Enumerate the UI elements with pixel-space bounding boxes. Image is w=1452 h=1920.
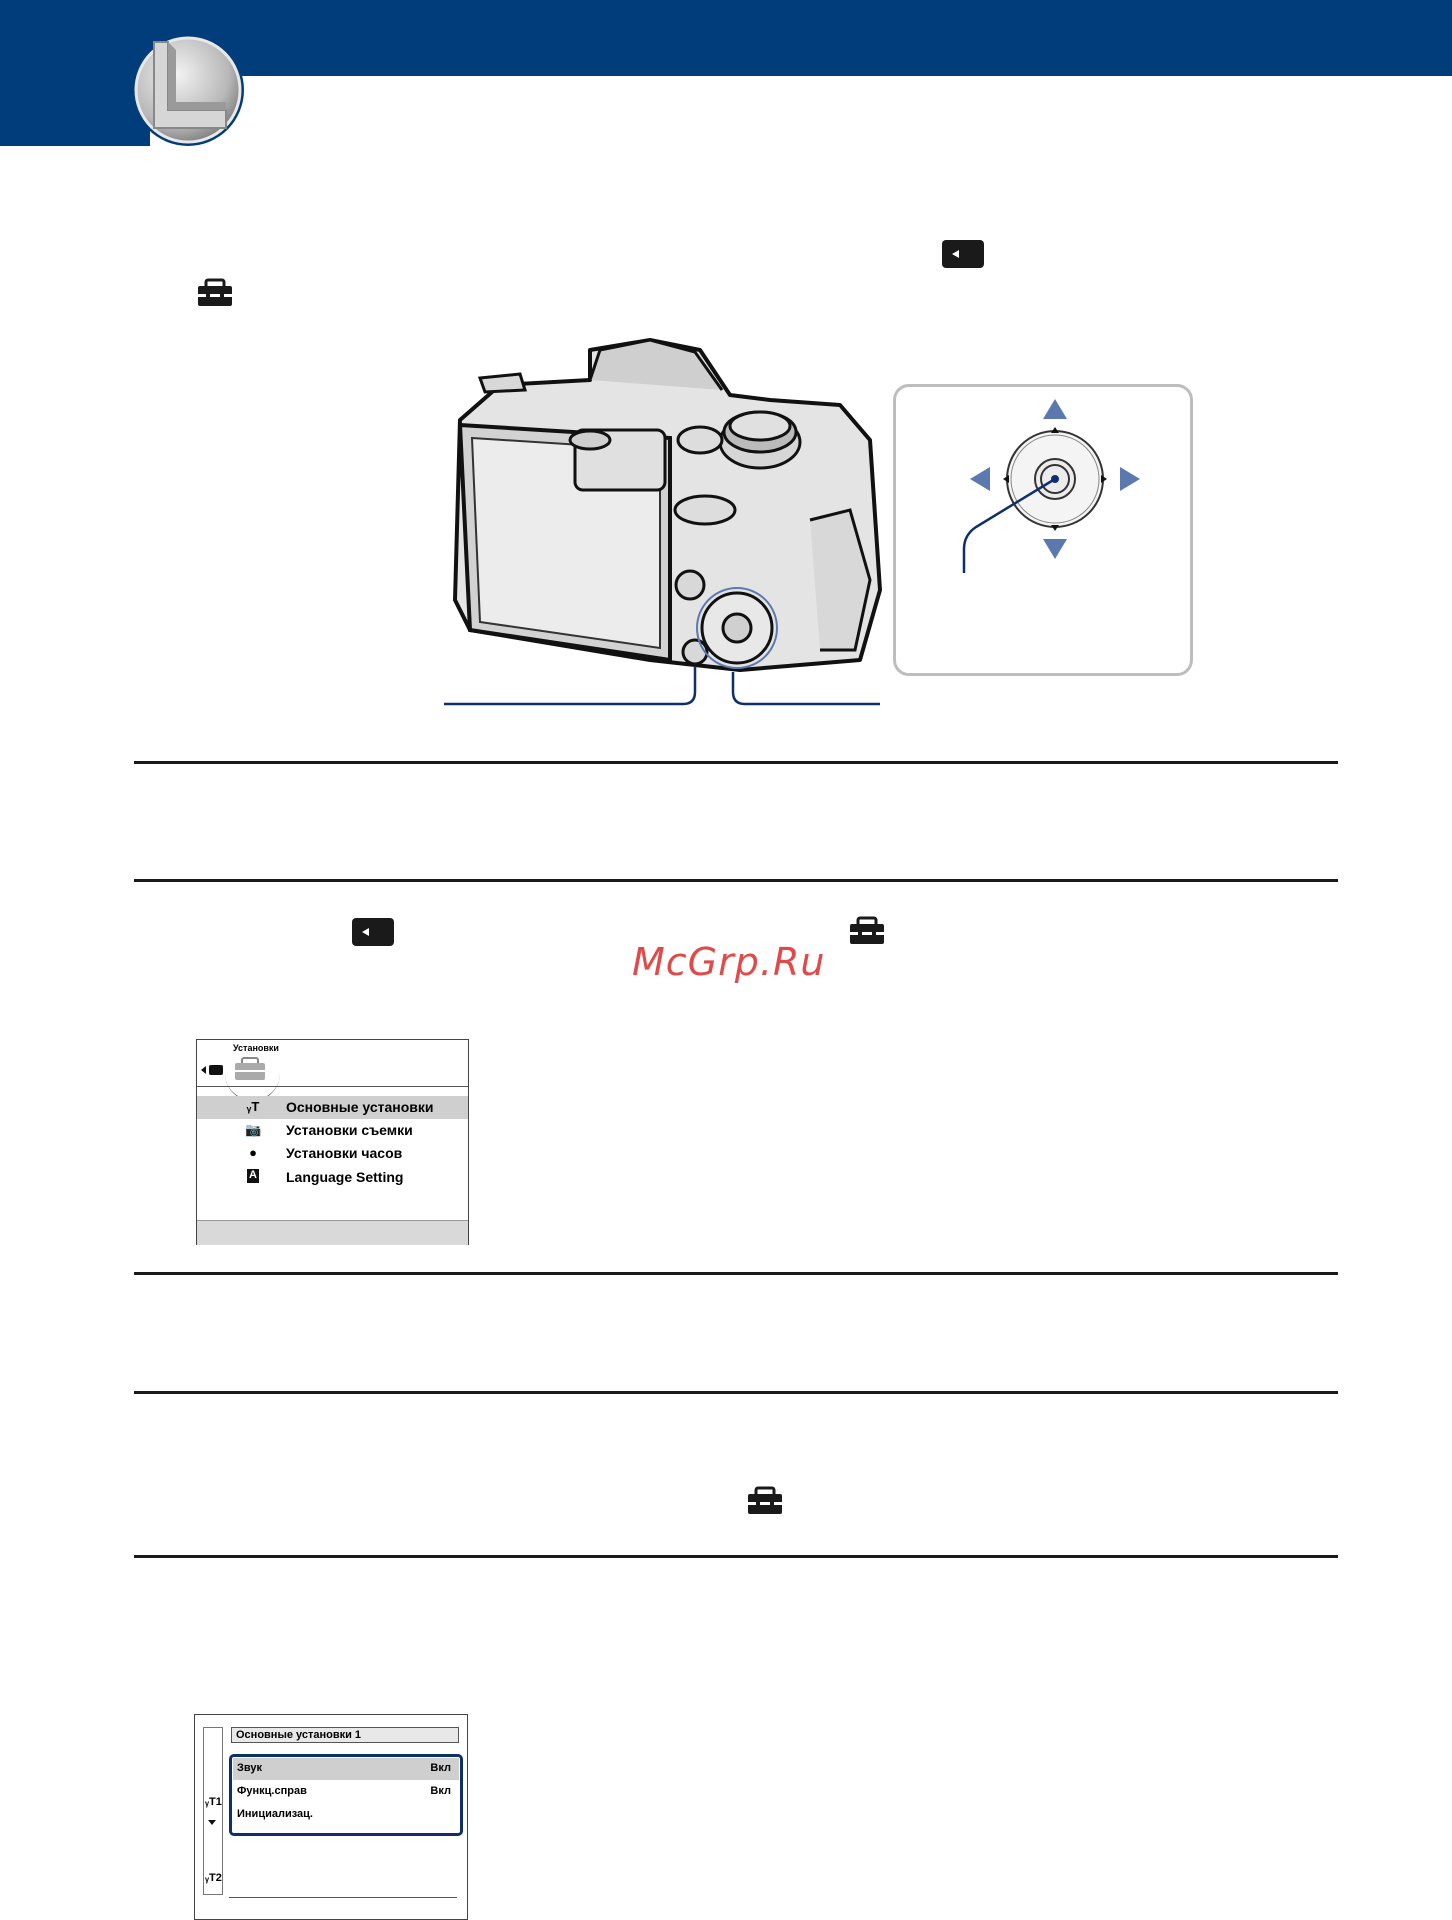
menu-item-label: Основные установки <box>286 1099 434 1115</box>
settings-tab-1-icon: ᵧT1 <box>205 1796 222 1808</box>
control-button-detail <box>893 384 1193 676</box>
clock-icon: ● <box>249 1145 257 1160</box>
toolbox-icon <box>848 916 886 946</box>
arrow-down-icon <box>1043 539 1067 559</box>
setting-label: Инициализац. <box>237 1808 313 1820</box>
toolbox-icon <box>746 1486 784 1516</box>
language-icon: A <box>247 1169 259 1183</box>
setting-value: Вкл <box>430 1785 451 1797</box>
menu-left-arrow-icon <box>201 1066 206 1074</box>
section-rule <box>134 1555 1338 1558</box>
menu-item-language-setting[interactable] <box>197 1166 468 1189</box>
setting-row-help-guide[interactable] <box>233 1781 459 1803</box>
menu-button-icon <box>942 240 984 268</box>
setting-label: Звук <box>237 1762 263 1774</box>
menu-item-clock-settings[interactable] <box>197 1142 468 1165</box>
section-rule <box>134 1391 1338 1394</box>
settings-side-tabs <box>203 1727 223 1895</box>
menu-footer <box>197 1220 468 1245</box>
chapter-icon <box>130 32 246 148</box>
settings-tab-2-icon: ᵧT2 <box>205 1872 222 1884</box>
menu-item-label: Language Setting <box>286 1169 404 1185</box>
menu-item-shooting-settings[interactable] <box>197 1119 468 1142</box>
menu-item-basic-settings[interactable] <box>197 1096 468 1119</box>
header-band <box>0 76 150 146</box>
setting-value: Вкл <box>430 1762 451 1774</box>
watermark: McGrp.Ru <box>632 940 826 984</box>
menu-screen <box>196 1039 469 1245</box>
camera-menu-icon <box>209 1065 223 1075</box>
camera-icon: 📷 <box>245 1122 262 1137</box>
settings-divider <box>229 1897 457 1898</box>
basic-settings-icon: ᵧT <box>246 1099 260 1114</box>
arrow-right-icon <box>1120 467 1140 491</box>
settings-title: Основные установки 1 <box>231 1727 459 1743</box>
settings-screen <box>194 1714 468 1920</box>
menu-tab-label: Установки <box>233 1043 279 1053</box>
chevron-down-icon <box>208 1820 216 1825</box>
setting-label: Функц.справ <box>237 1785 307 1797</box>
section-rule <box>134 761 1338 764</box>
menu-button-icon <box>352 918 394 946</box>
section-rule <box>134 1272 1338 1275</box>
arrow-up-icon <box>1043 399 1067 419</box>
setting-row-sound[interactable] <box>233 1758 459 1780</box>
toolbox-icon <box>196 278 234 308</box>
menu-item-label: Установки съемки <box>286 1122 413 1138</box>
menu-item-label: Установки часов <box>286 1145 403 1161</box>
section-rule <box>134 879 1338 882</box>
arrow-left-icon <box>970 467 990 491</box>
setting-row-initialize[interactable] <box>233 1804 459 1826</box>
